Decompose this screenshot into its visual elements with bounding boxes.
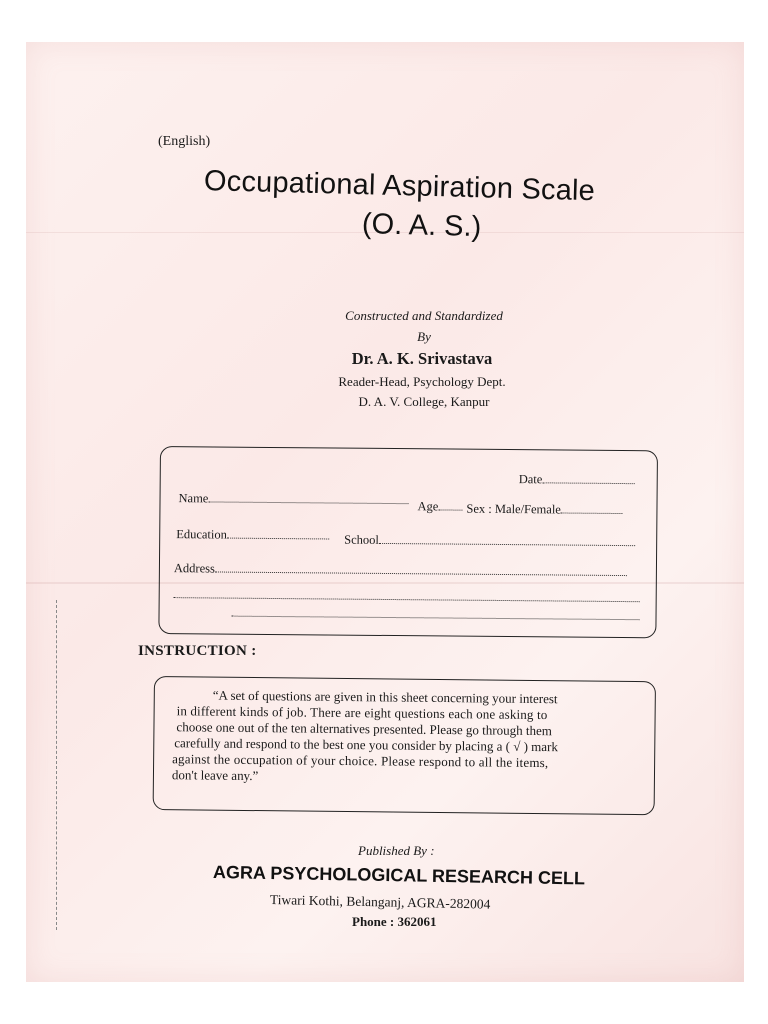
name-input-line[interactable] bbox=[208, 491, 408, 504]
school-field[interactable] bbox=[344, 533, 635, 551]
instruction-line: choose one out of the ten alternatives presented. Please go through them bbox=[176, 719, 552, 739]
phone-clip bbox=[340, 914, 470, 926]
school-label: School bbox=[344, 532, 379, 547]
publisher-address: Tiwari Kothi, Belanganj, AGRA-282004 bbox=[269, 892, 491, 912]
address-line-3[interactable] bbox=[231, 606, 639, 625]
publisher-phone: Phone : 362061 bbox=[352, 914, 437, 926]
address-field[interactable] bbox=[174, 561, 627, 580]
school-input-line[interactable] bbox=[379, 533, 635, 546]
instruction-heading: INSTRUCTION : bbox=[138, 643, 257, 659]
by-label: By bbox=[417, 329, 431, 344]
education-input-line[interactable] bbox=[227, 528, 329, 540]
instruction-line: don't leave any.” bbox=[171, 767, 259, 784]
instruction-line: “A set of questions are given in this sheet concerning your interest bbox=[212, 687, 558, 707]
author-role: Reader-Head, Psychology Dept. bbox=[338, 374, 506, 389]
document-title: Occupational Aspiration Scale bbox=[203, 165, 596, 208]
published-by-label: Published By : bbox=[358, 843, 435, 858]
name-label: Name bbox=[178, 491, 209, 506]
age-field[interactable] bbox=[417, 499, 462, 514]
address-input-line-3[interactable] bbox=[232, 606, 640, 621]
instruction-line: in different kinds of job. There are eight questions each one asking to bbox=[176, 703, 548, 723]
instruction-line: against the occupation of your choice. Please respond to all the items, bbox=[172, 751, 549, 771]
age-input-line[interactable] bbox=[438, 499, 462, 510]
respondent-info-box bbox=[158, 446, 658, 638]
constructed-label: Constructed and Standardized bbox=[345, 308, 503, 323]
document-abbreviation: (O. A. S.) bbox=[361, 208, 482, 244]
sex-label: Sex : Male/Female bbox=[466, 501, 561, 517]
sex-field[interactable] bbox=[466, 502, 623, 518]
education-label: Education bbox=[176, 527, 227, 542]
address-label: Address bbox=[173, 561, 215, 576]
date-field[interactable] bbox=[519, 472, 635, 488]
date-label: Date bbox=[518, 472, 543, 487]
address-input-line[interactable] bbox=[215, 561, 627, 576]
education-field[interactable] bbox=[176, 527, 329, 543]
age-label: Age bbox=[417, 499, 439, 514]
date-input-line[interactable] bbox=[542, 472, 634, 484]
address-input-line-2[interactable] bbox=[174, 587, 640, 602]
name-field[interactable] bbox=[178, 491, 408, 508]
publisher-name: AGRA PSYCHOLOGICAL RESEARCH CELL bbox=[212, 862, 586, 889]
language-label: (English) bbox=[158, 134, 211, 149]
sex-input-line[interactable] bbox=[561, 503, 623, 515]
address-line-2[interactable] bbox=[174, 587, 640, 606]
author-college: D. A. V. College, Kanpur bbox=[358, 394, 490, 409]
instruction-box bbox=[153, 676, 656, 815]
frame-edge-left bbox=[56, 600, 57, 930]
instruction-line: carefully and respond to the best one you consider by placing a ( √ ) mark bbox=[174, 735, 559, 755]
author-name: Dr. A. K. Srivastava bbox=[351, 349, 493, 368]
